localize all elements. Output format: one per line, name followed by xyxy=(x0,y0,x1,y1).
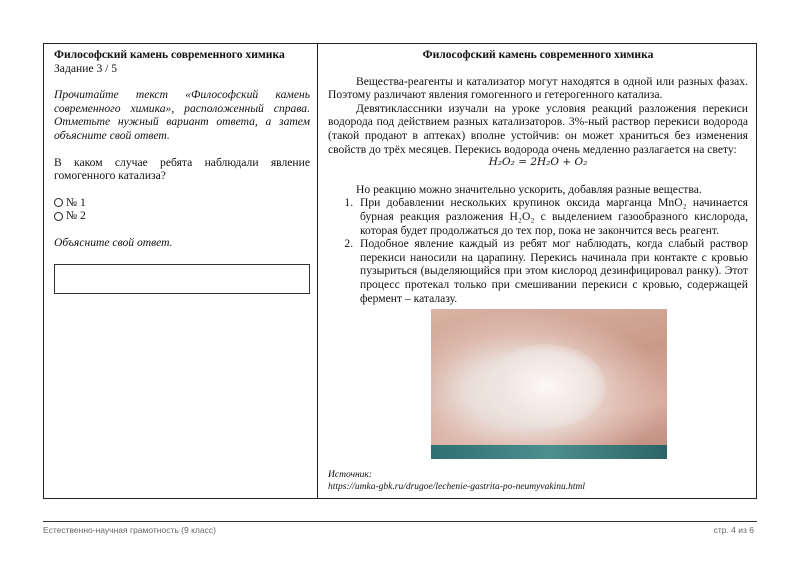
option-2[interactable] xyxy=(54,209,310,223)
column-divider xyxy=(317,44,318,498)
photo-band xyxy=(431,445,667,459)
footer-page-number: стр. 4 из 6 xyxy=(713,525,754,535)
radio-icon[interactable] xyxy=(54,198,63,207)
task-number: Задание 3 / 5 xyxy=(54,61,118,75)
option-1[interactable] xyxy=(54,196,310,210)
source xyxy=(328,469,585,493)
source-label: Источник: xyxy=(328,470,373,480)
foam xyxy=(486,344,606,429)
task-title: Философский камень современного химика xyxy=(54,48,285,61)
task-table xyxy=(43,43,757,499)
task-question: В каком случае ребята наблюдали явление гомогенного катализа? xyxy=(54,155,310,183)
footer-divider xyxy=(43,521,757,522)
text-title: Философский камень современного химика xyxy=(422,48,654,61)
reading-panel xyxy=(328,48,748,492)
task-instruction: Прочитайте текст «Философский камень современного химика», расположенный справа. Отметьте нужный вариант ответа, а затем объясните свой ответ. xyxy=(54,88,310,142)
footer-subject: Естественно-научная грамотность (9 класс) xyxy=(43,525,216,535)
formula: H₂O₂ = 2H₂O + O₂ xyxy=(488,156,588,169)
peroxide-foam-photo xyxy=(431,309,667,459)
paragraph-2: Девятиклассники изучали на уроке условия реакций разложения перекиси водорода под действием разных катализаторов. 3%-ный раствор перекиси водорода (такой продают в аптеках) вполне устойчив: он может храниться без изменения свойств до трёх месяцев. Перекись водорода очень медленно разлагается на свету: xyxy=(328,101,748,156)
paragraph-3: Но реакцию можно значительно ускорить, добавляя разные вещества. xyxy=(356,182,702,196)
paragraph-1: Вещества-реагенты и катализатор могут находятся в одной или разных фазах. Поэтому различают явления гомогенного и гетерогенного катализа. xyxy=(328,74,748,102)
option-label: № 2 xyxy=(66,209,86,223)
radio-icon[interactable] xyxy=(54,212,63,221)
task-panel xyxy=(54,48,310,294)
explain-label: Объясните свой ответ. xyxy=(54,235,173,249)
answer-input[interactable] xyxy=(54,264,310,294)
experiment-list xyxy=(328,196,748,305)
option-label: № 1 xyxy=(66,195,86,209)
list-item: 2. Подобное явление каждый из ребят мог наблюдать, когда слабый раствор перекиси наносили на царапину. Перекись начинала при контакте с кровью пузыриться (выделяющийся при этом кислород дезинфицировал ранку). Этот процесс протекал только при смешивании перекиси с кровью, содержащей фермент – каталазу. xyxy=(356,237,748,305)
list-item: 1. При добавлении нескольких крупинок оксида марганца MnO₂ начинается бурная реакция разложения H₂O₂ с выделением газообразного кислорода, которая будет продолжаться до тех пор, пока не закончится весь реагент. xyxy=(356,196,748,237)
source-link[interactable]: https://umka-gbk.ru/drugoe/lechenie-gastrita-po-neumyvakinu.html xyxy=(328,482,585,492)
